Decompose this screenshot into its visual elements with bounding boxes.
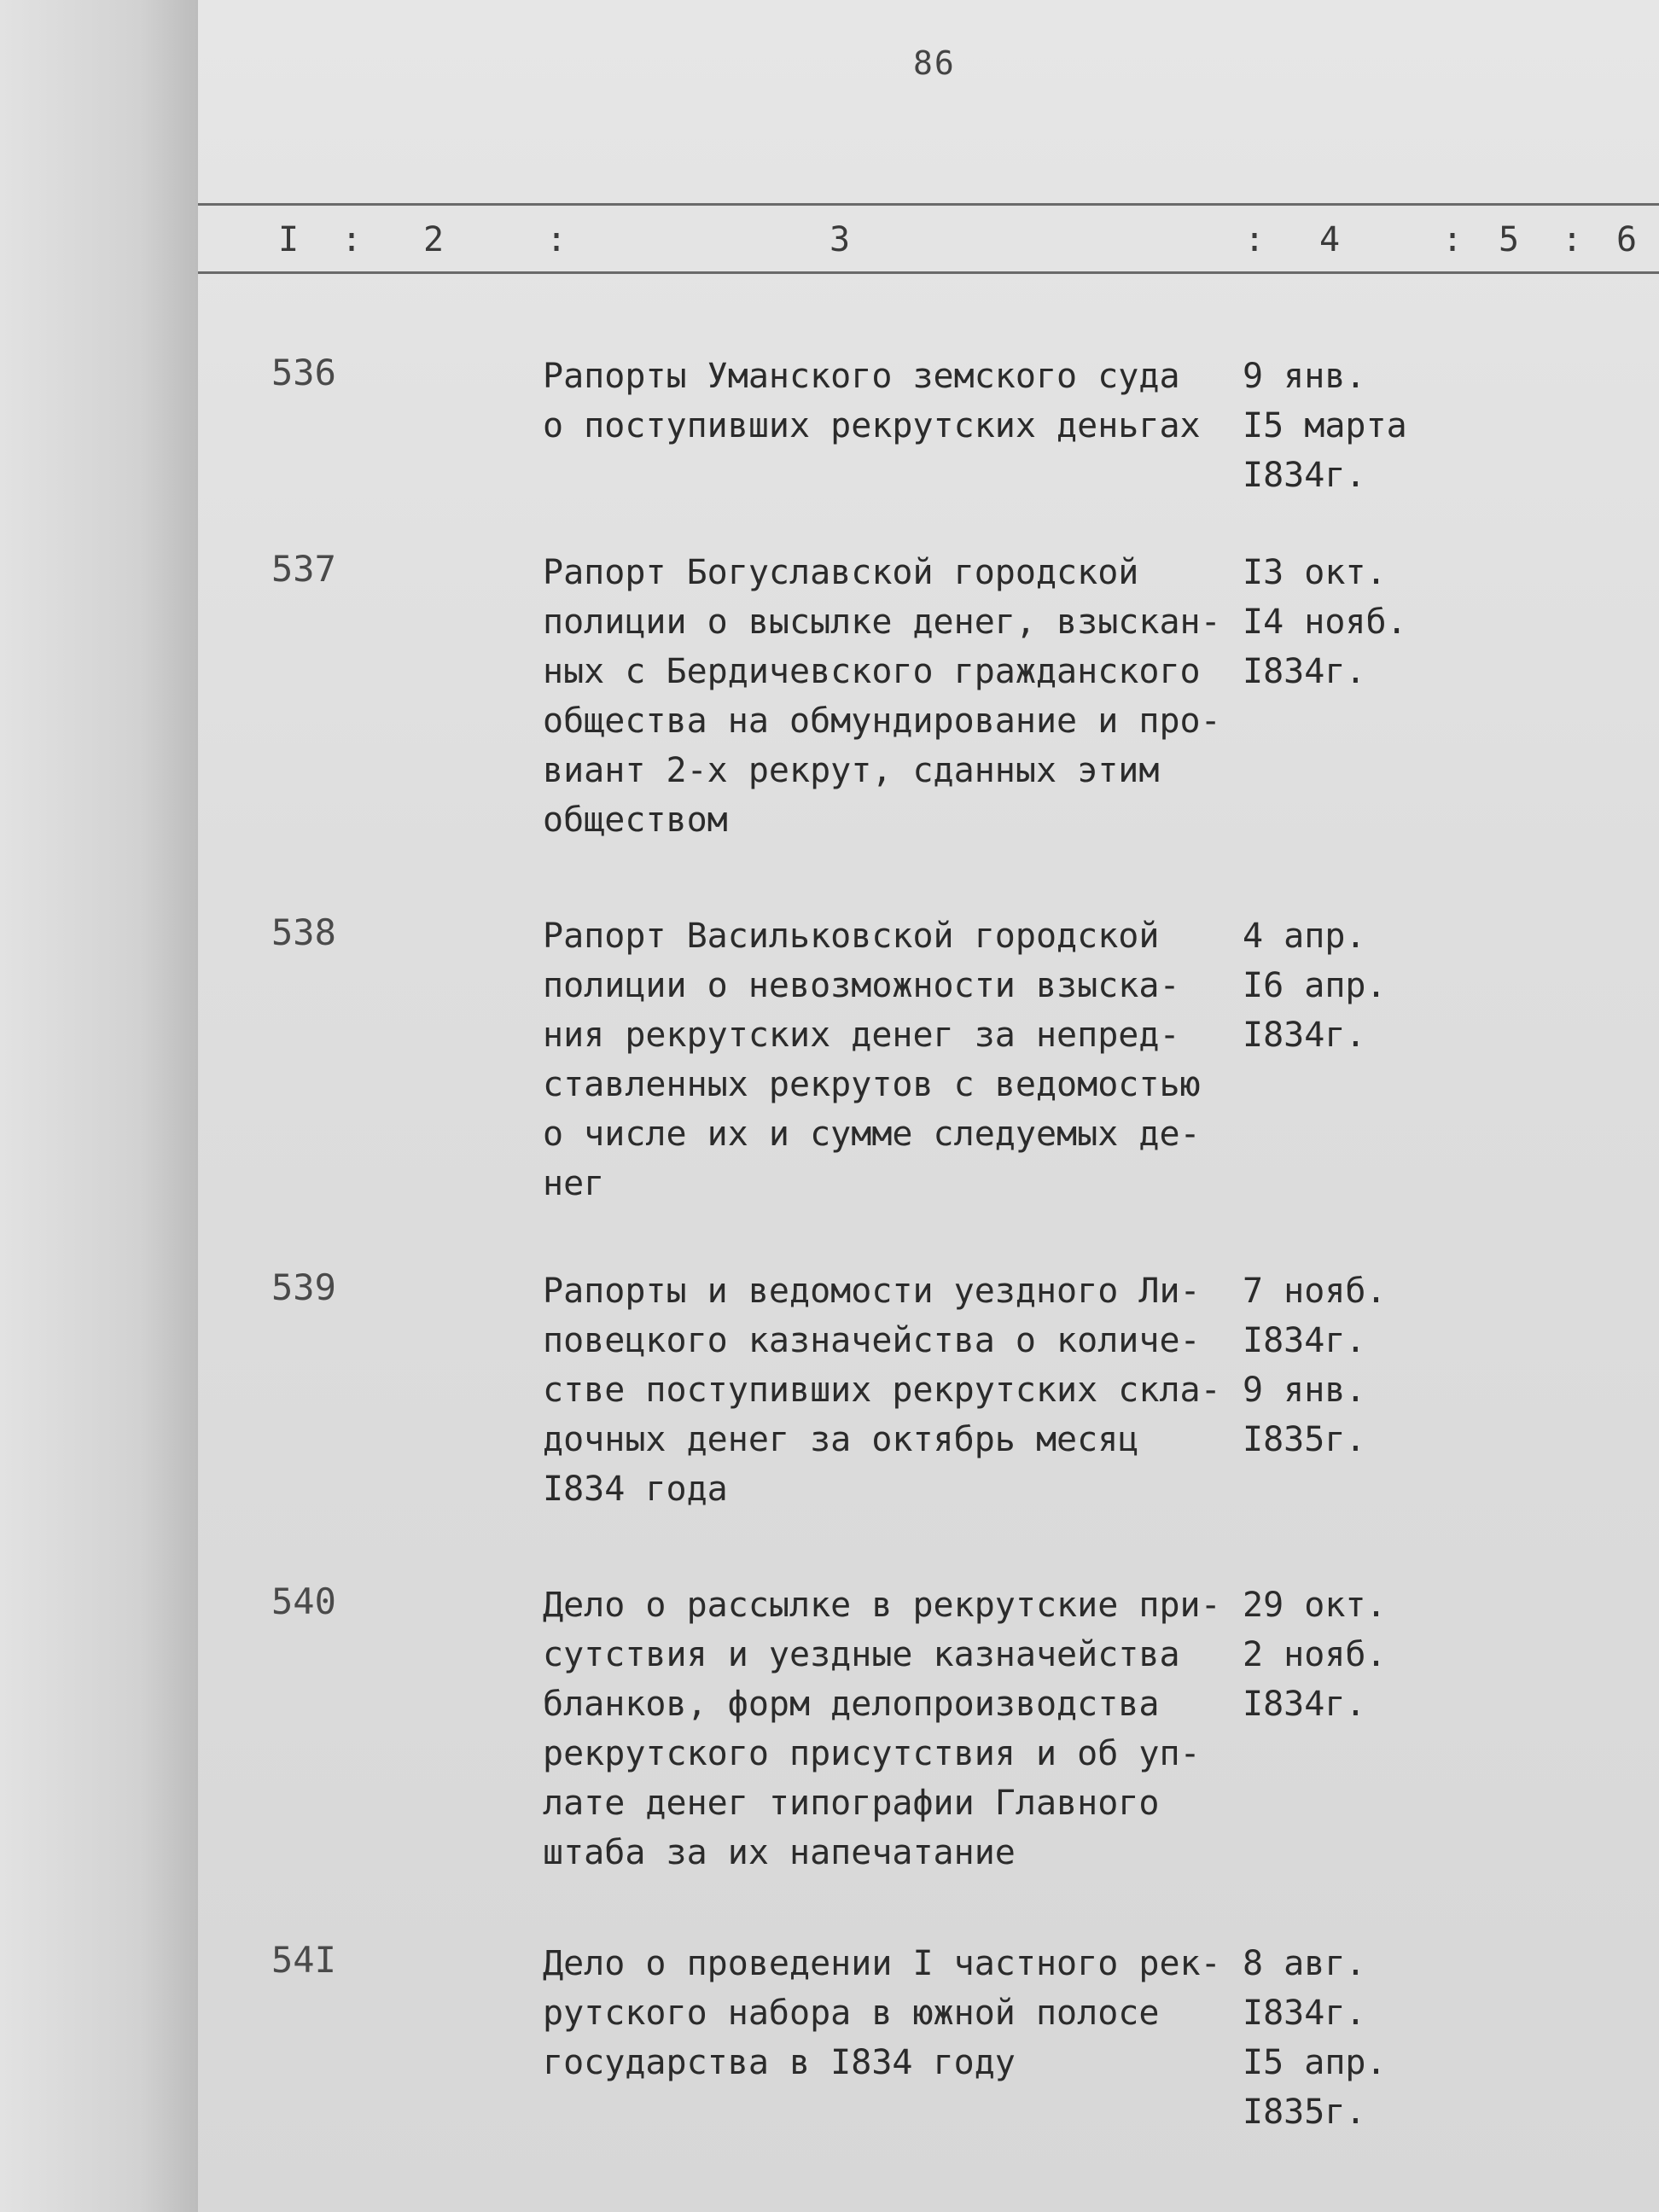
entry-title: Дело о проведении I частного рек- рутского набора в южной полосе государства в I834 году (543, 1944, 1221, 2082)
column-header-1: I (278, 220, 300, 259)
entry-title: Рапорты Уманского земского суда о поступивших рекрутских деньгах (543, 357, 1201, 445)
header-bottom-rule (198, 271, 1659, 274)
entry-dates: I3 окт. I4 нояб. I834г. (1243, 553, 1407, 691)
entry-dates: 4 апр. I6 апр. I834г. (1243, 917, 1387, 1055)
column-header-2: 2 (423, 220, 445, 259)
binding-margin (0, 0, 198, 2212)
column-header-5: 5 (1499, 220, 1520, 259)
entry-title: Рапорты и ведомости уездного Ли- повецкого казначейства о количе- стве поступивших рекрутских скла- дочных денег за октябрь месяц I834 года (543, 1272, 1221, 1509)
column-separator: : (546, 220, 568, 259)
entry-title: Дело о рассылке в рекрутские при- сутствия и уездные казначейства бланков, форм делопроизводства рекрутского присутствия и об уп- лате денег типографии Главного штаба за их напечатание (543, 1586, 1221, 1872)
column-separator: : (1244, 220, 1266, 259)
entry-number: 537 (271, 548, 336, 590)
entry-dates: 29 окт. 2 нояб. I834г. (1243, 1586, 1387, 1724)
entry-dates: 8 авг. I834г. I5 апр. I835г. (1243, 1944, 1387, 2132)
column-header-3: 3 (830, 220, 851, 259)
page-number: 86 (913, 44, 956, 82)
column-separator: : (1562, 220, 1583, 259)
column-separator: : (341, 220, 363, 259)
column-separator: : (1442, 220, 1464, 259)
entry-dates: 7 нояб. I834г. 9 янв. I835г. (1243, 1272, 1387, 1459)
entry-number: 536 (271, 352, 336, 393)
header-top-rule (198, 203, 1659, 206)
entry-number: 54I (271, 1939, 336, 1981)
column-header-6: 6 (1616, 220, 1638, 259)
entry-title: Рапорт Богуславской городской полиции о высылке денег, взыскан- ных с Бердичевского гражданского общества на обмундирование и про- виант 2-х рекрут, сданных этим обществом (543, 553, 1221, 840)
entry-number: 540 (271, 1580, 336, 1622)
entry-number: 538 (271, 911, 336, 953)
entry-number: 539 (271, 1266, 336, 1308)
entry-title: Рапорт Васильковской городской полиции о невозможности взыска- ния рекрутских денег за непред- ставленных рекрутов с ведомостью о числе их и сумме следуемых де- нег (543, 917, 1201, 1203)
entry-dates: 9 янв. I5 марта I834г. (1243, 357, 1407, 495)
column-header-4: 4 (1319, 220, 1341, 259)
